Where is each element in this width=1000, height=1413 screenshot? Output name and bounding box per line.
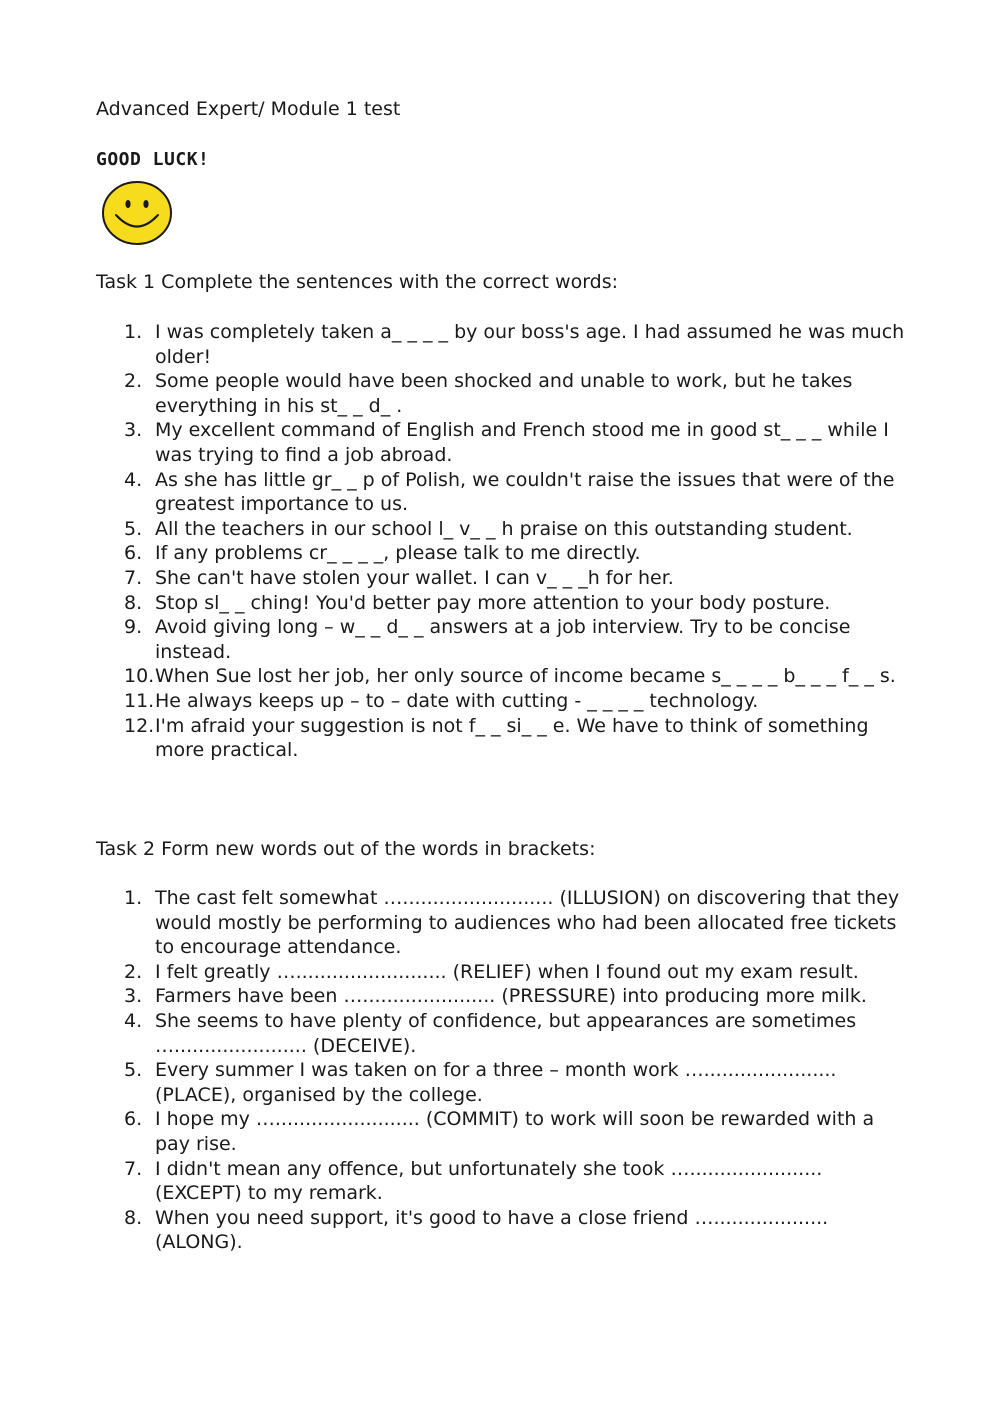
- task2-item: [96, 1058, 906, 1107]
- item-text: I felt greatly …......................... (RELIEF) when I found out my exam result.: [155, 960, 859, 983]
- task2-item: [96, 984, 906, 1009]
- task1-item: [96, 517, 906, 542]
- item-text: I hope my …........................ (COMMIT) to work will soon be rewarded with a pay rise.: [155, 1108, 875, 1155]
- item-text: He always keeps up – to – date with cutting - _ _ _ _ technology.: [155, 689, 759, 712]
- item-text: Farmers have been …...................... (PRESSURE) into producing more milk.: [155, 985, 867, 1008]
- item-number: 4.: [124, 1009, 143, 1032]
- document-title: Advanced Expert/ Module 1 test: [96, 98, 401, 120]
- good-luck-heading: GOOD LUCK!: [96, 149, 210, 170]
- item-text: As she has little gr_ _ p of Polish, we couldn't raise the issues that were of the greatest importance to us.: [155, 468, 895, 516]
- task1-heading: Task 1 Complete the sentences with the correct words:: [96, 271, 619, 293]
- task2-item: [96, 960, 906, 985]
- item-number: 2.: [124, 960, 143, 983]
- item-number: 5.: [124, 517, 143, 540]
- task1-item: [96, 320, 906, 369]
- item-number: 11.: [124, 689, 155, 712]
- task1-item: [96, 714, 906, 763]
- task1-item: [96, 369, 906, 418]
- item-text: The cast felt somewhat …......................... (ILLUSION) on discovering that they would mostly be performing to audiences who had been allocated free tickets to encourage attendance.: [155, 887, 900, 959]
- task1-item: [96, 468, 906, 517]
- task2-item: [96, 1107, 906, 1156]
- smiley-face-icon: [101, 180, 173, 246]
- item-number: 10.: [124, 665, 155, 688]
- item-text: I didn't mean any offence, but unfortunately she took …...................... (EXCEPT) to my remark.: [155, 1157, 823, 1205]
- task1-item: [96, 689, 906, 714]
- item-number: 1.: [124, 887, 143, 909]
- item-number: 1.: [124, 321, 143, 343]
- task2-item: [96, 1009, 906, 1058]
- item-text: Some people would have been shocked and unable to work, but he takes everything in his st_ _ d_ .: [155, 370, 853, 417]
- item-number: 7.: [124, 1157, 143, 1180]
- task2-heading: Task 2 Form new words out of the words in brackets:: [96, 838, 596, 860]
- item-text: I'm afraid your suggestion is not f_ _ si_ _ e. We have to think of something more practical.: [155, 714, 869, 762]
- item-text: When Sue lost her job, her only source of income became s_ _ _ _ b_ _ _ f_ _ s.: [155, 665, 896, 688]
- item-text: Every summer I was taken on for a three – month work …...................... (PLACE), organised by the college.: [155, 1059, 837, 1106]
- task1-item: [96, 566, 906, 591]
- task1-item: [96, 664, 906, 689]
- task1-list: [96, 320, 906, 763]
- item-number: 6.: [124, 1108, 143, 1131]
- task2-item: [96, 1157, 906, 1206]
- task1-item: [96, 418, 906, 467]
- item-text: My excellent command of English and French stood me in good st_ _ _ while I was trying to find a job abroad.: [155, 419, 889, 466]
- item-text: If any problems cr_ _ _ _, please talk to me directly.: [155, 542, 641, 565]
- item-text: I was completely taken a_ _ _ _ by our boss's age. I had assumed he was much older!: [155, 321, 905, 368]
- item-text: All the teachers in our school l_ v_ _ h praise on this outstanding student.: [155, 517, 853, 540]
- task2-item: [96, 886, 906, 960]
- item-number: 9.: [124, 616, 143, 639]
- task1-item: [96, 541, 906, 566]
- item-text: She seems to have plenty of confidence, but appearances are sometimes …...................... (DECEIVE).: [155, 1009, 857, 1057]
- item-number: 4.: [124, 468, 143, 491]
- item-number: 8.: [124, 591, 143, 614]
- item-text: Stop sl_ _ ching! You'd better pay more attention to your body posture.: [155, 591, 831, 614]
- item-number: 8.: [124, 1206, 143, 1229]
- item-text: Avoid giving long – w_ _ d_ _ answers at a job interview. Try to be concise instead.: [155, 616, 851, 663]
- item-number: 3.: [124, 985, 143, 1008]
- item-number: 7.: [124, 566, 143, 589]
- item-number: 5.: [124, 1059, 143, 1082]
- item-number: 6.: [124, 542, 143, 565]
- task2-list: [96, 886, 906, 1255]
- item-number: 2.: [124, 370, 143, 393]
- item-number: 12.: [124, 714, 155, 737]
- task1-item: [96, 615, 906, 664]
- item-text: She can't have stolen your wallet. I can v_ _ _h for her.: [155, 566, 674, 589]
- item-number: 3.: [124, 419, 143, 442]
- item-text: When you need support, it's good to have a close friend …................... (ALONG).: [155, 1206, 829, 1254]
- task2-item: [96, 1206, 906, 1255]
- task1-item: [96, 591, 906, 616]
